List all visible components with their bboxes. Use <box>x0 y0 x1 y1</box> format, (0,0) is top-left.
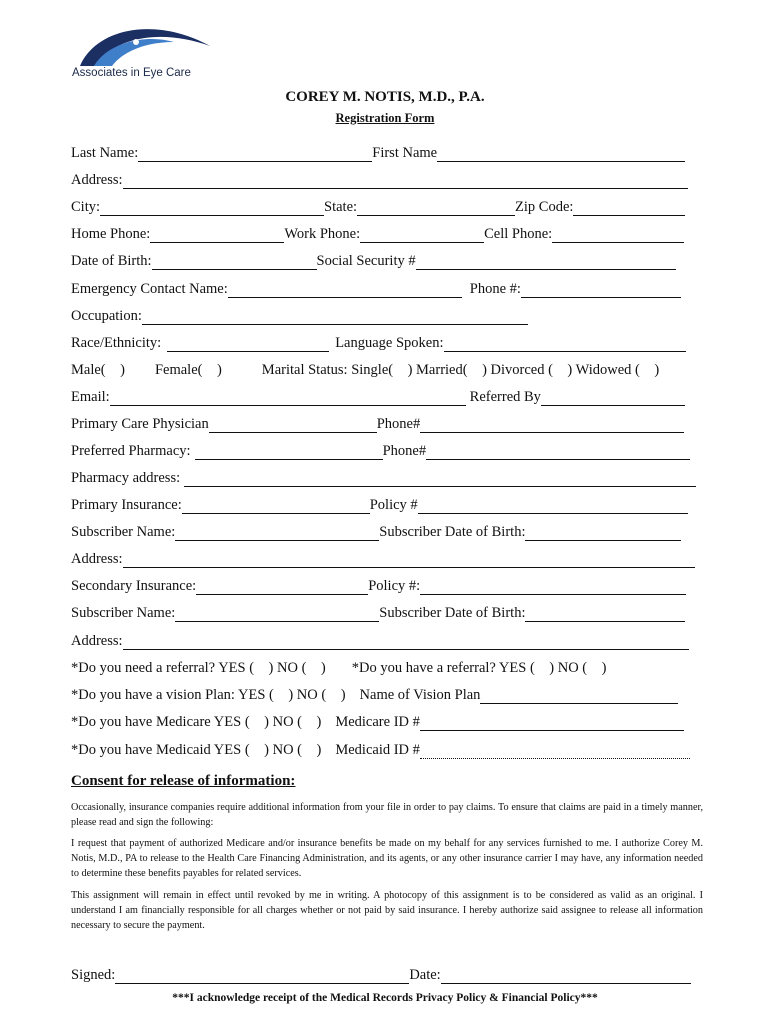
row-secondary-insurance <box>71 577 686 595</box>
signature-field[interactable] <box>115 970 409 984</box>
zip-field[interactable] <box>573 202 685 216</box>
insurance-address-2-field[interactable] <box>123 636 689 650</box>
row-emergency <box>71 280 681 298</box>
marital-status-options[interactable]: Marital Status: Single( ) Married( ) Divorced ( ) Widowed ( ) <box>261 362 660 378</box>
address-label: Address: <box>71 172 123 188</box>
row-signature <box>71 966 691 984</box>
insurance-address-1-field[interactable] <box>123 554 695 568</box>
email-label: Email: <box>71 389 110 405</box>
row-insurance-address-1 <box>71 550 695 568</box>
zip-label: Zip Code: <box>515 199 574 215</box>
pharmacy-phone-field[interactable] <box>426 446 690 460</box>
secondary-insurance-field[interactable] <box>196 581 368 595</box>
doctor-name: COREY M. NOTIS, M.D., P.A. <box>285 89 485 105</box>
pharmacy-field[interactable] <box>195 446 383 460</box>
last-name-label: Last Name: <box>71 145 139 161</box>
work-phone-field[interactable] <box>360 229 484 243</box>
pharmacy-label: Preferred Pharmacy: <box>71 443 191 459</box>
language-field[interactable] <box>444 338 686 352</box>
practice-logo <box>72 20 232 82</box>
row-pharmacy <box>71 442 690 460</box>
work-phone-label: Work Phone: <box>284 226 361 242</box>
row-subscriber-1 <box>71 523 681 541</box>
privacy-acknowledgement: ***I acknowledge receipt of the Medical Records Privacy Policy & Financial Policy*** <box>172 992 598 1004</box>
race-field[interactable] <box>167 338 329 352</box>
pcp-label: Primary Care Physician <box>71 416 209 432</box>
secondary-policy-label: Policy #: <box>368 578 421 594</box>
need-referral-options[interactable]: *Do you need a referral? YES ( ) NO ( ) <box>71 660 326 676</box>
ssn-label: Social Security # <box>316 253 416 269</box>
last-name-field[interactable] <box>138 148 372 162</box>
pcp-phone-field[interactable] <box>420 419 684 433</box>
pcp-field[interactable] <box>209 419 377 433</box>
row-race <box>71 334 686 352</box>
have-referral-options[interactable]: *Do you have a referral? YES ( ) NO ( ) <box>351 660 607 676</box>
primary-insurance-label: Primary Insurance: <box>71 497 182 513</box>
dob-field[interactable] <box>152 256 317 270</box>
occupation-field[interactable] <box>142 311 528 325</box>
home-phone-field[interactable] <box>150 229 284 243</box>
row-occupation <box>71 307 528 325</box>
occupation-label: Occupation: <box>71 308 142 324</box>
state-label: State: <box>324 199 358 215</box>
subscriber-name-1-field[interactable] <box>175 527 379 541</box>
dob-label: Date of Birth: <box>71 253 152 269</box>
row-gender-marital <box>71 361 659 379</box>
home-phone-label: Home Phone: <box>71 226 151 242</box>
consent-heading: Consent for release of information: <box>71 773 296 789</box>
subscriber-name-1-label: Subscriber Name: <box>71 524 176 540</box>
secondary-insurance-label: Secondary Insurance: <box>71 578 197 594</box>
row-email <box>71 388 685 406</box>
row-medicare <box>71 713 684 731</box>
secondary-policy-field[interactable] <box>420 581 686 595</box>
emergency-contact-field[interactable] <box>228 284 462 298</box>
row-dob <box>71 252 676 270</box>
vision-plan-name-field[interactable] <box>480 690 678 704</box>
ssn-field[interactable] <box>416 256 676 270</box>
row-referral <box>71 659 606 677</box>
primary-policy-label: Policy # <box>369 497 418 513</box>
medicaid-options[interactable]: *Do you have Medicaid YES ( ) NO ( ) <box>71 742 322 758</box>
signed-label: Signed: <box>71 967 116 983</box>
row-address <box>71 171 688 189</box>
form-title: Registration Form <box>335 111 435 125</box>
primary-policy-field[interactable] <box>418 500 688 514</box>
first-name-label: First Name <box>372 145 438 161</box>
first-name-field[interactable] <box>437 148 685 162</box>
subscriber-name-2-label: Subscriber Name: <box>71 605 176 621</box>
female-checkbox[interactable]: Female( ) <box>154 362 222 378</box>
medicaid-id-field[interactable] <box>420 745 690 759</box>
state-field[interactable] <box>357 202 515 216</box>
referred-by-field[interactable] <box>541 392 685 406</box>
row-city <box>71 198 685 216</box>
row-pcp <box>71 415 684 433</box>
insurance-address-1-label: Address: <box>71 551 123 567</box>
cell-phone-field[interactable] <box>552 229 684 243</box>
pharmacy-address-field[interactable] <box>184 473 696 487</box>
row-vision <box>71 686 678 704</box>
language-label: Language Spoken: <box>335 335 444 351</box>
date-label: Date: <box>409 967 441 983</box>
eye-logo-icon <box>78 20 218 68</box>
consent-paragraph-2: I request that payment of authorized Medicare and/or insurance benefits be made on my behalf for any services furnished to me. I authorize Corey M. Notis, M.D., PA to release to the Health Care Financing Administration, and its agents, or any other insurance carrier I may have, any information needed to determine these benefits payables for related services. <box>71 838 703 879</box>
logo-text: Associates in Eye Care <box>72 67 191 79</box>
pcp-phone-label: Phone# <box>376 416 421 432</box>
emergency-phone-label: Phone #: <box>469 281 521 297</box>
signature-date-field[interactable] <box>441 970 691 984</box>
subscriber-dob-2-label: Subscriber Date of Birth: <box>379 605 526 621</box>
race-label: Race/Ethnicity: <box>71 335 162 351</box>
subscriber-dob-1-label: Subscriber Date of Birth: <box>379 524 526 540</box>
vision-plan-name-label: Name of Vision Plan <box>359 687 481 703</box>
city-field[interactable] <box>100 202 324 216</box>
vision-plan-options[interactable]: *Do you have a vision Plan: YES ( ) NO ( ) <box>71 687 346 703</box>
row-pharmacy-address <box>71 469 696 487</box>
medicaid-id-label: Medicaid ID # <box>335 742 420 758</box>
medicare-id-field[interactable] <box>420 717 684 731</box>
row-phones <box>71 225 684 243</box>
medicare-id-label: Medicare ID # <box>335 714 420 730</box>
subscriber-dob-2-field[interactable] <box>525 608 685 622</box>
male-checkbox[interactable]: Male( ) <box>71 362 125 378</box>
pharmacy-phone-label: Phone# <box>382 443 427 459</box>
city-label: City: <box>71 199 101 215</box>
primary-insurance-field[interactable] <box>182 500 370 514</box>
row-medicaid <box>71 741 690 759</box>
consent-paragraph-1: Occasionally, insurance companies require additional information from your file in order to pay claims. To ensure that claims are paid in a timely manner, please read and sign the following: <box>71 802 703 828</box>
emergency-contact-label: Emergency Contact Name: <box>71 281 228 297</box>
insurance-address-2-label: Address: <box>71 633 123 649</box>
emergency-phone-field[interactable] <box>521 284 681 298</box>
consent-paragraph-3: This assignment will remain in effect until revoked by me in writing. A photocopy of this assignment is to be considered as valid as an original. I understand I am financially responsible for all charges whether or not paid by said insurance. I hereby authorize said assignee to release all information necessary to secure the payment. <box>71 890 703 931</box>
referred-by-label: Referred By <box>469 389 541 405</box>
subscriber-dob-1-field[interactable] <box>525 527 681 541</box>
pharmacy-address-label: Pharmacy address: <box>71 470 181 486</box>
row-insurance-address-2 <box>71 632 689 650</box>
address-field[interactable] <box>123 175 688 189</box>
row-name <box>71 144 685 162</box>
subscriber-name-2-field[interactable] <box>175 608 379 622</box>
cell-phone-label: Cell Phone: <box>484 226 553 242</box>
row-primary-insurance <box>71 496 688 514</box>
medicare-options[interactable]: *Do you have Medicare YES ( ) NO ( ) <box>71 714 322 730</box>
row-subscriber-2 <box>71 604 685 622</box>
email-field[interactable] <box>110 392 466 406</box>
